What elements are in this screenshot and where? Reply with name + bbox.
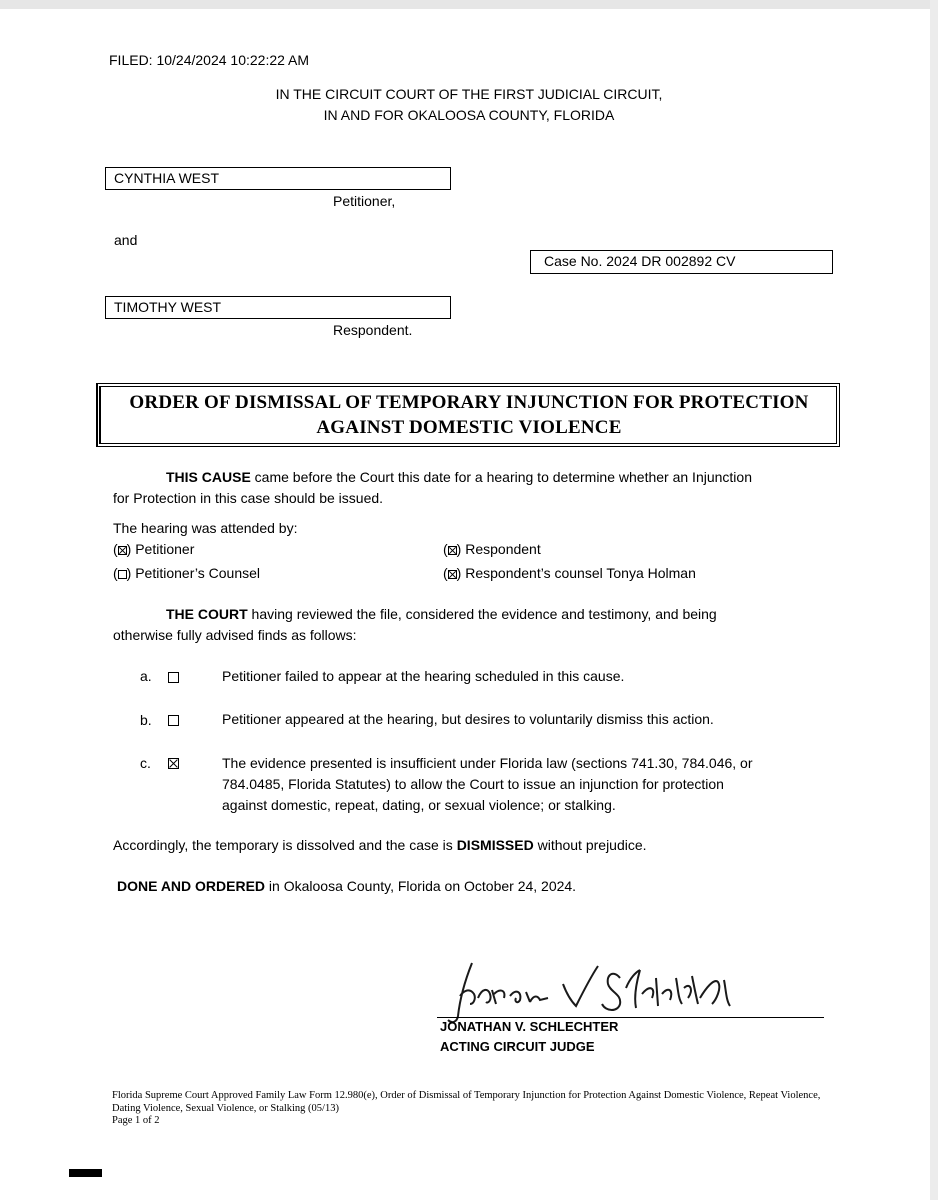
petitioner-label: Petitioner,	[333, 193, 396, 209]
order-title	[100, 390, 838, 440]
the-court-bold: THE COURT	[166, 606, 248, 622]
order-title-line2: AGAINST DOMESTIC VIOLENCE	[316, 417, 622, 438]
petitioner-name-box	[105, 167, 451, 190]
respondent-label: Respondent.	[333, 322, 413, 338]
signature-line	[437, 1017, 824, 1018]
attendee-petitioner-counsel: ( ) Petitioner’s Counsel	[113, 565, 260, 581]
judge-name: JONATHAN V. SCHLECHTER	[440, 1019, 619, 1034]
finding-c-text-line3: against domestic, repeat, dating, or sexual violence; or stalking.	[222, 797, 616, 813]
checkbox-empty-icon	[118, 570, 127, 579]
finding-c-text-line2: 784.0485, Florida Statutes) to allow the Court to issue an injunction for protection	[222, 776, 724, 792]
dismissed-bold: DISMISSED	[456, 837, 534, 853]
the-court-line2: otherwise fully advised finds as follows:	[113, 627, 357, 643]
attendee-respondent: ( ) Respondent	[443, 541, 541, 557]
attendee-respondent-counsel: ( ) Respondent’s counsel Tonya Holman	[443, 565, 696, 581]
checkbox-empty-icon	[168, 672, 179, 683]
attendee-label: ) Petitioner	[126, 541, 195, 557]
finding-a-checkbox	[168, 669, 179, 687]
finding-a-text: Petitioner failed to appear at the hearing scheduled in this cause.	[222, 668, 625, 684]
checkbox-checked-icon	[118, 546, 127, 555]
the-court-line1	[166, 604, 717, 625]
case-number-box	[530, 250, 833, 274]
court-heading-line1: IN THE CIRCUIT COURT OF THE FIRST JUDICIAL CIRCUIT,	[275, 86, 663, 102]
and-label: and	[114, 232, 138, 248]
attendee-petitioner: ( ) Petitioner	[113, 541, 195, 557]
order-title-line1: ORDER OF DISMISSAL OF TEMPORARY INJUNCTION FOR PROTECTION	[129, 392, 809, 413]
finding-c-checkbox	[168, 755, 179, 773]
the-court-text: having reviewed the file, considered the evidence and testimony, and being	[247, 606, 717, 622]
this-cause-line2: for Protection in this case should be issued.	[113, 490, 384, 506]
case-number: Case No. 2024 DR 002892 CV	[544, 253, 736, 269]
accordingly-text: Accordingly, the temporary is dissolved and the case is	[113, 837, 457, 853]
finding-c-text-line1: The evidence presented is insufficient under Florida law (sections 741.30, 784.046, or	[222, 755, 753, 771]
attendance-intro: The hearing was attended by:	[113, 520, 298, 536]
page-right-edge	[930, 0, 938, 1200]
checkbox-checked-icon	[448, 546, 457, 555]
finding-a-letter: a.	[140, 668, 152, 684]
accordingly-text-end: without prejudice.	[533, 837, 647, 853]
finding-b-letter: b.	[140, 712, 152, 728]
attendee-label: ) Respondent’s counsel Tonya Holman	[456, 565, 696, 581]
judge-title: ACTING CIRCUIT JUDGE	[440, 1039, 595, 1054]
done-and-ordered-bold: DONE AND ORDERED	[117, 878, 266, 894]
respondent-name: TIMOTHY WEST	[114, 299, 222, 315]
finding-b-text: Petitioner appeared at the hearing, but desires to voluntarily dismiss this action.	[222, 711, 714, 727]
page-number: Page 1 of 2	[112, 1115, 160, 1126]
checkbox-checked-icon	[448, 570, 457, 579]
form-footer: Florida Supreme Court Approved Family Law Form 12.980(e), Order of Dismissal of Temporary Injunction for Protection Against Domestic Violence, Repeat Violence, Dating Violence, Sexual Violence, or Stalking (05/13)	[112, 1090, 821, 1114]
this-cause-line1	[166, 467, 752, 488]
attendee-label: ) Petitioner’s Counsel	[126, 565, 260, 581]
finding-c-letter: c.	[140, 755, 151, 771]
checkbox-checked-icon	[168, 758, 179, 769]
attendee-label: ) Respondent	[456, 541, 541, 557]
this-cause-bold: THIS CAUSE	[166, 469, 251, 485]
redaction-mark	[69, 1169, 102, 1177]
done-and-ordered-text: in Okaloosa County, Florida on October 24, 2024.	[265, 878, 577, 894]
done-and-ordered	[117, 876, 576, 897]
filed-stamp: FILED: 10/24/2024 10:22:22 AM	[109, 52, 310, 68]
checkbox-empty-icon	[168, 715, 179, 726]
petitioner-name: CYNTHIA WEST	[114, 170, 220, 186]
respondent-name-box	[105, 296, 451, 319]
this-cause-text: came before the Court this date for a hearing to determine whether an Injunction	[250, 469, 752, 485]
page-top-edge	[0, 0, 938, 9]
accordingly-statement	[113, 835, 647, 856]
finding-b-checkbox	[168, 712, 179, 730]
court-heading-line2: IN AND FOR OKALOOSA COUNTY, FLORIDA	[323, 107, 615, 123]
